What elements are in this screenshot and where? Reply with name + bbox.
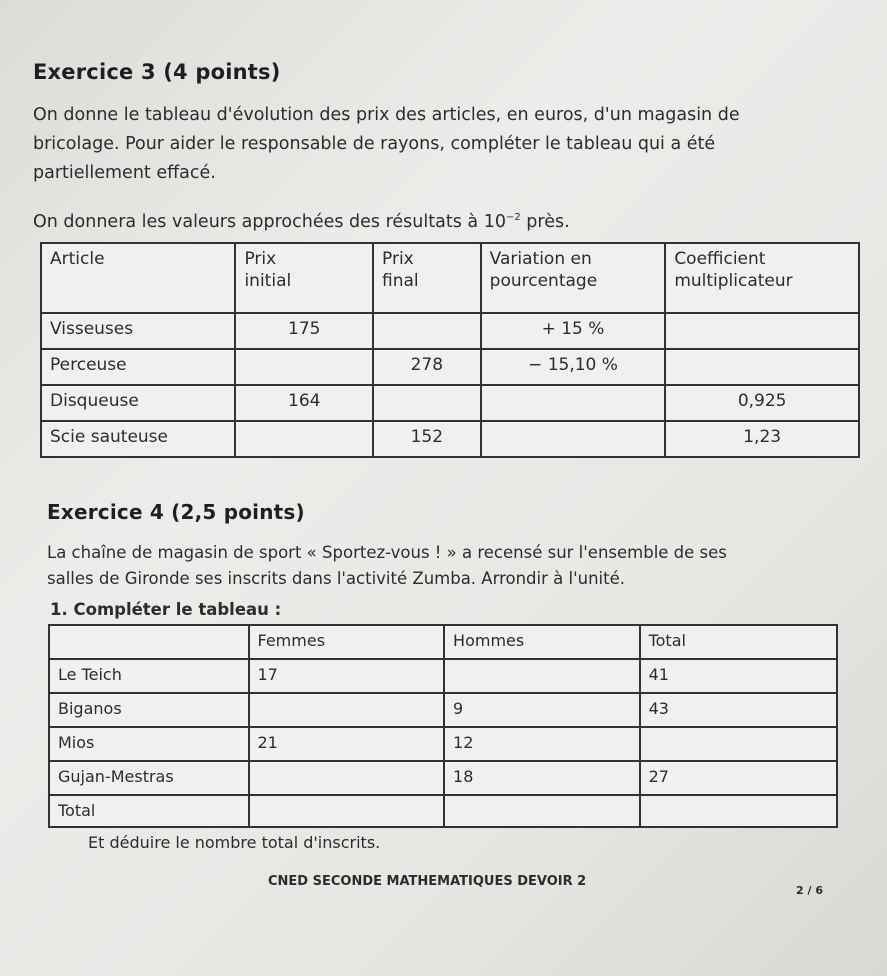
table-cell — [235, 421, 373, 457]
exercise3-intro-line2: bricolage. Pour aider le responsable de rayons, compléter le tableau qui a été — [33, 134, 716, 154]
exercise4-intro — [47, 540, 847, 592]
table-cell: Scie sauteuse — [41, 421, 235, 457]
exercise3-intro-line3: partiellement effacé. — [33, 163, 216, 183]
header-coefficient — [665, 243, 859, 313]
exercise4-intro-line2: salles de Gironde ses inscrits dans l'activité Zumba. Arrondir à l'unité. — [47, 569, 625, 588]
footer-page-number: 2 / 6 — [796, 884, 823, 897]
table-cell — [373, 313, 481, 349]
table-cell — [481, 385, 666, 421]
table-cell: 17 — [249, 659, 445, 693]
table-row — [49, 761, 837, 795]
table-row — [49, 795, 837, 827]
table-cell — [444, 795, 640, 827]
header-variation — [481, 243, 666, 313]
exercise3-intro — [33, 101, 813, 188]
zumba-table — [48, 624, 838, 828]
table-cell: Biganos — [49, 693, 249, 727]
exercise3-intro-line1: On donne le tableau d'évolution des prix des articles, en euros, d'un magasin de — [33, 105, 740, 125]
table-cell: 21 — [249, 727, 445, 761]
header-corner — [49, 625, 249, 659]
table-cell: Total — [49, 795, 249, 827]
table-cell — [249, 761, 445, 795]
header-prix-final-l2: final — [382, 271, 419, 291]
price-evolution-table — [40, 242, 860, 458]
exercise4-intro-line1: La chaîne de magasin de sport « Sportez-vous ! » a recensé sur l'ensemble de ses — [47, 543, 727, 562]
footer-course: CNED SECONDE MATHEMATIQUES DEVOIR 2 — [268, 874, 587, 889]
table-row — [41, 385, 859, 421]
table-cell — [640, 795, 837, 827]
table-cell: 175 — [235, 313, 373, 349]
table-row — [49, 693, 837, 727]
table-cell — [444, 659, 640, 693]
table-cell: Disqueuse — [41, 385, 235, 421]
header-article: Article — [41, 243, 235, 313]
table-cell: 12 — [444, 727, 640, 761]
header-femmes: Femmes — [249, 625, 445, 659]
exercise4-deduce: Et déduire le nombre total d'inscrits. — [88, 833, 381, 852]
table-header-row — [49, 625, 837, 659]
header-prix-final — [373, 243, 481, 313]
header-total: Total — [640, 625, 837, 659]
table-cell: + 15 % — [481, 313, 666, 349]
header-prix-initial — [235, 243, 373, 313]
exercise4-title: Exercice 4 (2,5 points) — [47, 500, 305, 524]
table-cell: 18 — [444, 761, 640, 795]
table-cell: Gujan-Mestras — [49, 761, 249, 795]
table-cell: − 15,10 % — [481, 349, 666, 385]
table-row — [41, 349, 859, 385]
header-coefficient-l2: multiplicateur — [674, 271, 793, 291]
table-header-row — [41, 243, 859, 313]
table-cell: 27 — [640, 761, 837, 795]
header-prix-final-l1: Prix — [382, 249, 414, 269]
table-row — [49, 727, 837, 761]
exercise4-question1: 1. Compléter le tableau : — [50, 600, 282, 619]
table-cell: 152 — [373, 421, 481, 457]
table-cell — [249, 693, 445, 727]
table-cell — [373, 385, 481, 421]
precision-power — [484, 212, 521, 232]
table-cell: 278 — [373, 349, 481, 385]
precision-exponent: −2 — [505, 212, 521, 223]
table-cell — [665, 313, 859, 349]
table-cell: Mios — [49, 727, 249, 761]
table-cell: 1,23 — [665, 421, 859, 457]
table-row — [49, 659, 837, 693]
exercise3-precision-note — [33, 203, 570, 237]
header-variation-l2: pourcentage — [489, 271, 598, 291]
table-cell: Le Teich — [49, 659, 249, 693]
table-cell: 41 — [640, 659, 837, 693]
precision-text-after: près. — [526, 211, 570, 232]
table-cell — [665, 349, 859, 385]
header-prix-initial-l2: initial — [244, 271, 292, 291]
table-cell: Visseuses — [41, 313, 235, 349]
table-cell — [235, 349, 373, 385]
table-cell: 0,925 — [665, 385, 859, 421]
exercise3-title: Exercice 3 (4 points) — [33, 60, 281, 84]
header-variation-l1: Variation en — [489, 249, 592, 269]
table-cell: 9 — [444, 693, 640, 727]
header-prix-initial-l1: Prix — [244, 249, 277, 269]
table-cell — [481, 421, 666, 457]
table-row — [41, 421, 859, 457]
precision-text-before: On donnera les valeurs approchées des résultats à — [33, 211, 479, 232]
table-cell: 164 — [235, 385, 373, 421]
precision-base: 10 — [483, 211, 506, 232]
table-cell — [249, 795, 445, 827]
table-row — [41, 313, 859, 349]
table-cell: 43 — [640, 693, 837, 727]
table-cell: Perceuse — [41, 349, 235, 385]
header-hommes: Hommes — [444, 625, 640, 659]
header-coefficient-l1: Coefficient — [674, 249, 766, 269]
table-cell — [640, 727, 837, 761]
